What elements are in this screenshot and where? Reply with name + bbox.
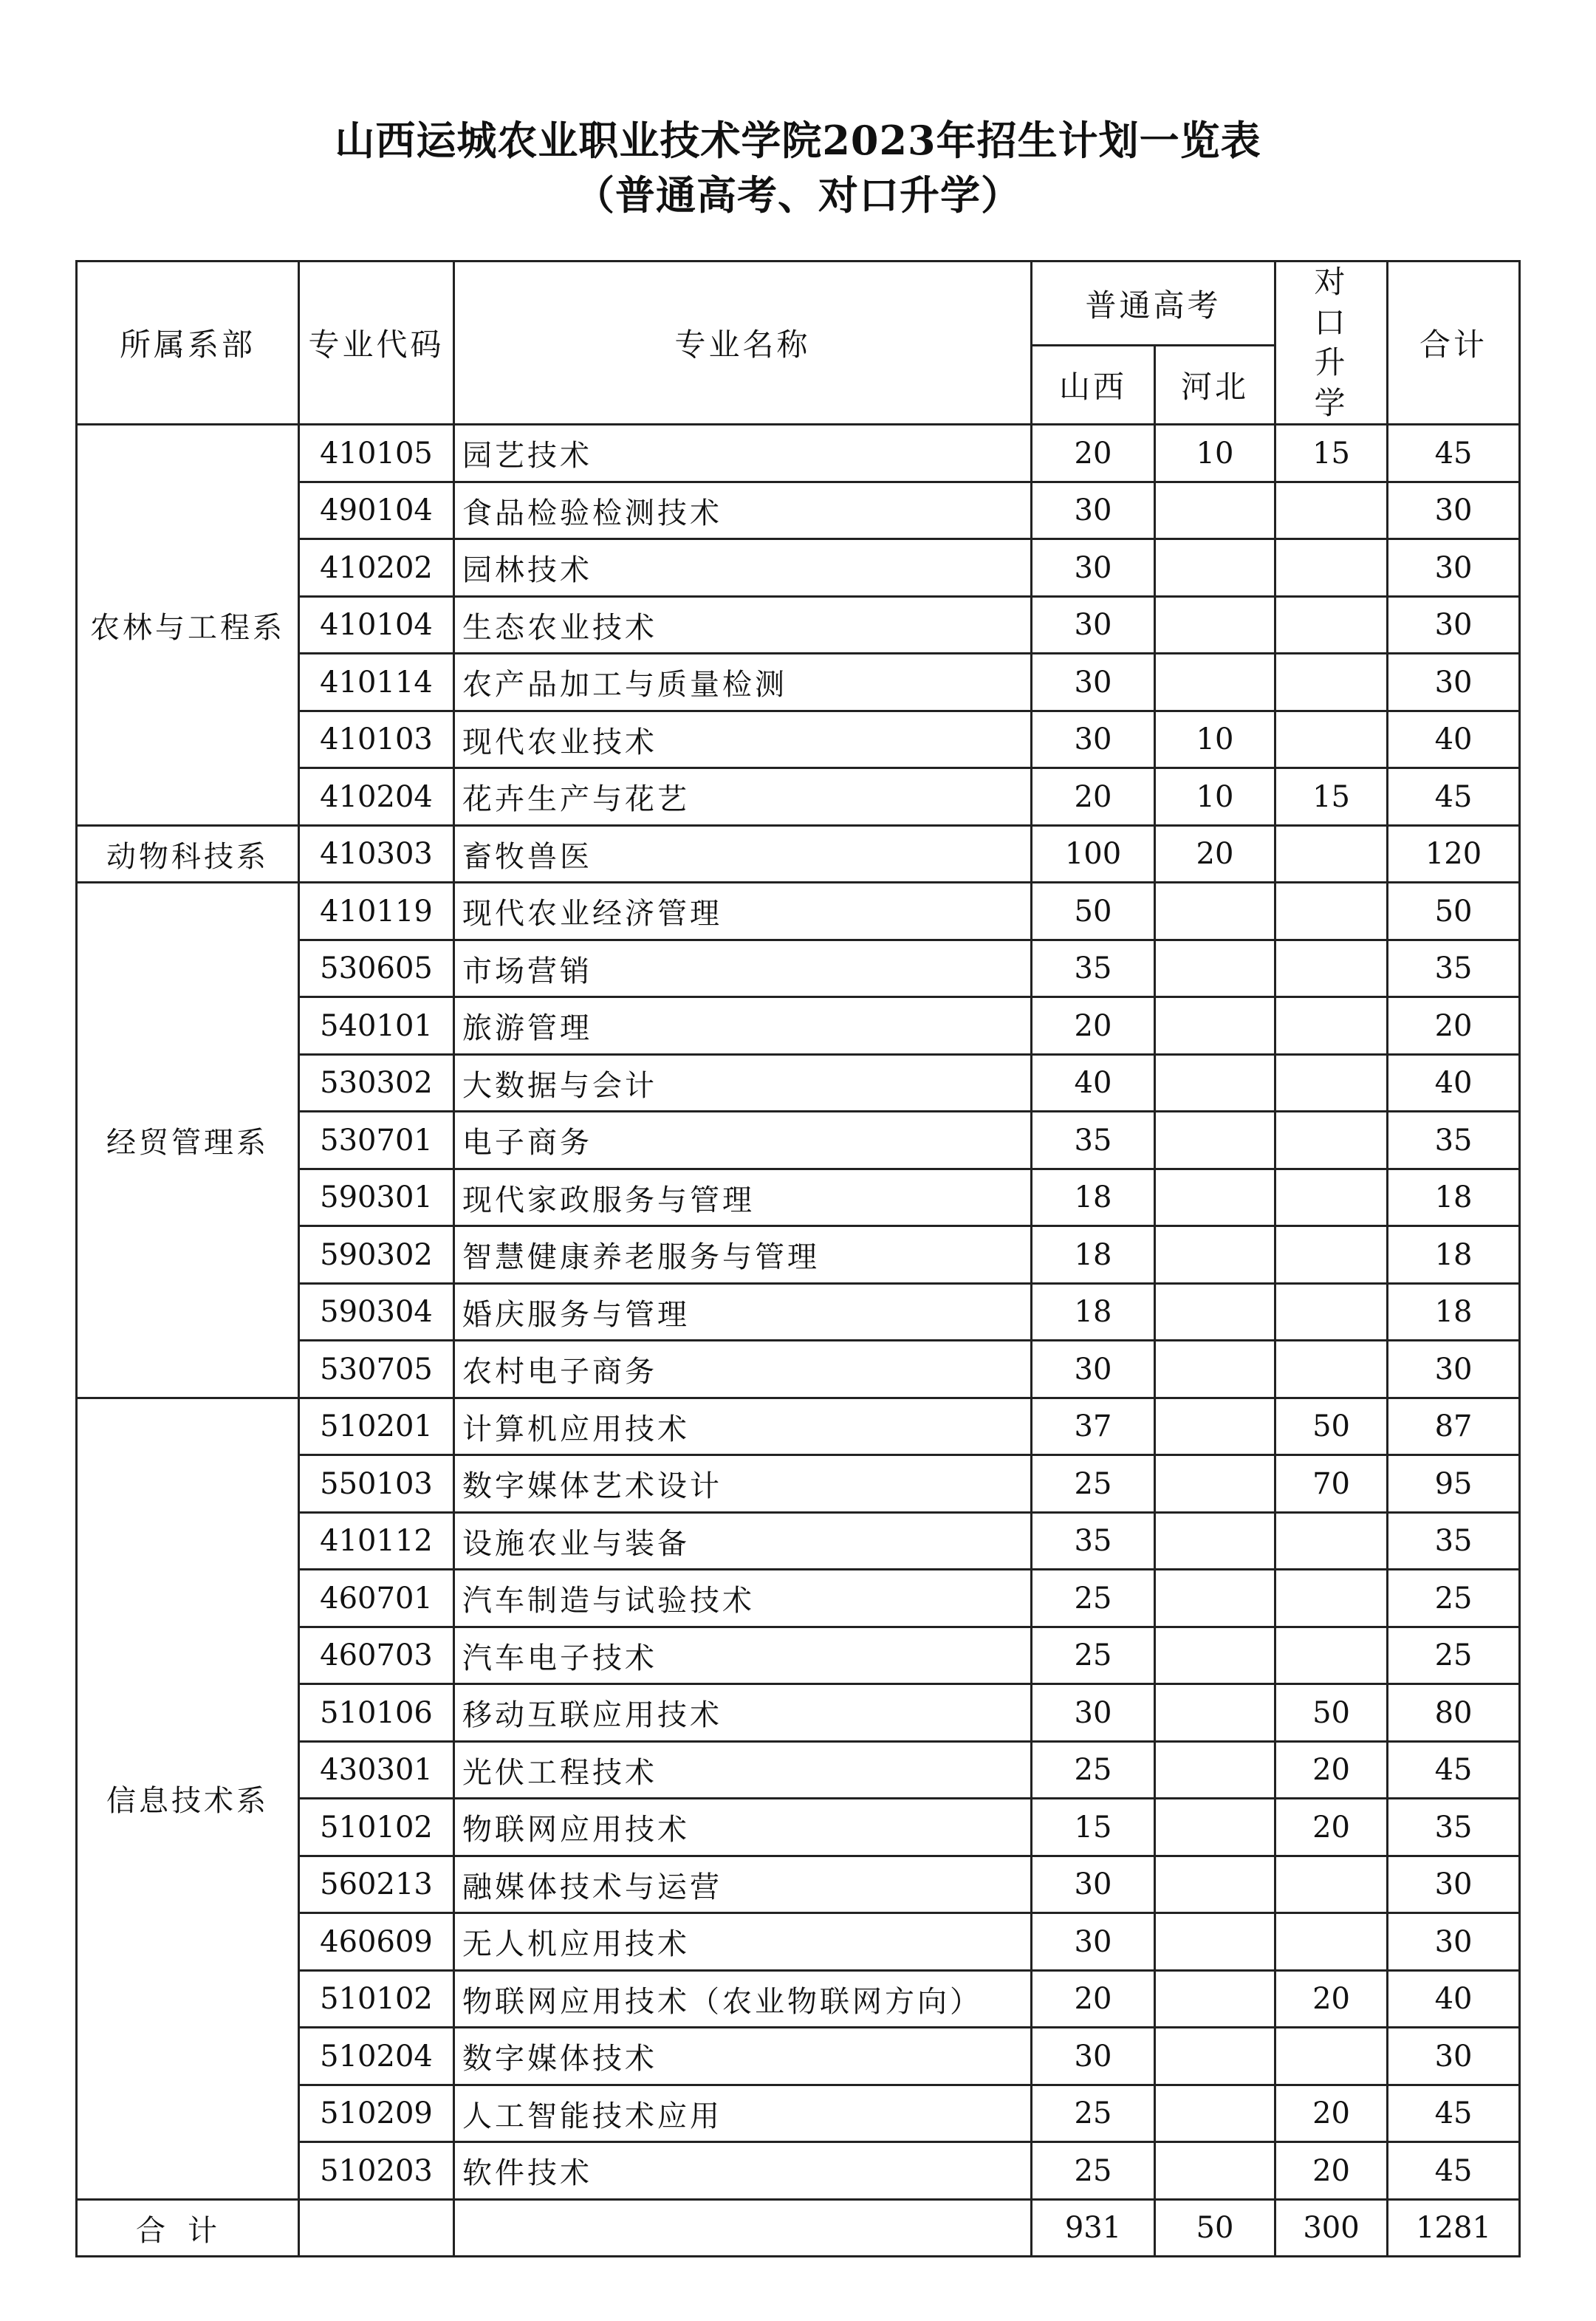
- major-cell: 无人机应用技术: [454, 1913, 1032, 1971]
- duikou-cell: 20: [1275, 1741, 1388, 1799]
- duikou-cell: [1275, 825, 1388, 883]
- major-cell: 现代农业技术: [454, 711, 1032, 768]
- duikou-cell: [1275, 940, 1388, 997]
- total-cell: 45: [1388, 425, 1520, 482]
- code-cell: 510204: [299, 2028, 454, 2085]
- hebei-cell: [1155, 1341, 1275, 1398]
- shanxi-cell: 30: [1032, 1856, 1155, 1913]
- code-cell: 530605: [299, 940, 454, 997]
- total-cell: 18: [1388, 1169, 1520, 1226]
- total-cell: 35: [1388, 1512, 1520, 1570]
- code-cell: 410303: [299, 825, 454, 883]
- shanxi-cell: 25: [1032, 1455, 1155, 1513]
- major-cell: 畜牧兽医: [454, 825, 1032, 883]
- totals-shanxi: 931: [1032, 2199, 1155, 2257]
- duikou-cell: [1275, 883, 1388, 940]
- page-title: 山西运城农业职业技术学院2023年招生计划一览表: [335, 117, 1261, 164]
- shanxi-cell: 25: [1032, 2085, 1155, 2142]
- major-cell: 汽车电子技术: [454, 1627, 1032, 1684]
- total-cell: 40: [1388, 711, 1520, 768]
- department-cell: 农林与工程系: [77, 425, 299, 826]
- shanxi-cell: 18: [1032, 1226, 1155, 1284]
- code-cell: 550103: [299, 1455, 454, 1513]
- major-cell: 计算机应用技术: [454, 1398, 1032, 1455]
- hebei-cell: [1155, 1455, 1275, 1513]
- table-header: [77, 262, 1520, 425]
- major-cell: 软件技术: [454, 2142, 1032, 2200]
- hebei-cell: [1155, 1512, 1275, 1570]
- header-hebei: 河北: [1155, 346, 1275, 425]
- hebei-cell: [1155, 539, 1275, 597]
- code-cell: 510106: [299, 1684, 454, 1742]
- total-cell: 50: [1388, 883, 1520, 940]
- table-row: [77, 825, 1520, 883]
- duikou-cell: [1275, 539, 1388, 597]
- total-cell: 35: [1388, 1112, 1520, 1169]
- hebei-cell: [1155, 883, 1275, 940]
- totals-label: 合计: [77, 2199, 299, 2257]
- duikou-cell: 20: [1275, 2085, 1388, 2142]
- major-cell: 市场营销: [454, 940, 1032, 997]
- total-cell: 25: [1388, 1627, 1520, 1684]
- major-cell: 现代家政服务与管理: [454, 1169, 1032, 1226]
- code-cell: 410112: [299, 1512, 454, 1570]
- major-cell: 现代农业经济管理: [454, 883, 1032, 940]
- hebei-cell: 10: [1155, 711, 1275, 768]
- hebei-cell: [1155, 482, 1275, 539]
- code-cell: 530701: [299, 1112, 454, 1169]
- code-cell: 510203: [299, 2142, 454, 2200]
- hebei-cell: [1155, 1856, 1275, 1913]
- total-cell: 45: [1388, 2085, 1520, 2142]
- total-cell: 30: [1388, 2028, 1520, 2085]
- shanxi-cell: 35: [1032, 940, 1155, 997]
- shanxi-cell: 20: [1032, 997, 1155, 1055]
- total-cell: 30: [1388, 654, 1520, 711]
- major-cell: 婚庆服务与管理: [454, 1283, 1032, 1341]
- duikou-cell: 15: [1275, 768, 1388, 826]
- major-cell: 食品检验检测技术: [454, 482, 1032, 539]
- shanxi-cell: 40: [1032, 1054, 1155, 1112]
- total-cell: 30: [1388, 1856, 1520, 1913]
- code-cell: 510209: [299, 2085, 454, 2142]
- major-cell: 光伏工程技术: [454, 1741, 1032, 1799]
- hebei-cell: [1155, 1913, 1275, 1971]
- department-cell: 动物科技系: [77, 825, 299, 883]
- shanxi-cell: 30: [1032, 1341, 1155, 1398]
- total-cell: 45: [1388, 768, 1520, 826]
- shanxi-cell: 25: [1032, 1627, 1155, 1684]
- code-cell: 410105: [299, 425, 454, 482]
- major-cell: 物联网应用技术（农业物联网方向）: [454, 1970, 1032, 2028]
- shanxi-cell: 37: [1032, 1398, 1155, 1455]
- totals-total: 1281: [1388, 2199, 1520, 2257]
- code-cell: 510102: [299, 1799, 454, 1856]
- header-total: 合计: [1388, 262, 1520, 425]
- duikou-cell: [1275, 1627, 1388, 1684]
- duikou-cell: [1275, 1169, 1388, 1226]
- major-cell: 花卉生产与花艺: [454, 768, 1032, 826]
- shanxi-cell: 25: [1032, 1570, 1155, 1627]
- total-cell: 35: [1388, 940, 1520, 997]
- code-cell: 410204: [299, 768, 454, 826]
- totals-row: [77, 2199, 1520, 2257]
- code-cell: 430301: [299, 1741, 454, 1799]
- major-cell: 农产品加工与质量检测: [454, 654, 1032, 711]
- major-cell: 园艺技术: [454, 425, 1032, 482]
- shanxi-cell: 30: [1032, 654, 1155, 711]
- code-cell: 410103: [299, 711, 454, 768]
- major-cell: 移动互联应用技术: [454, 1684, 1032, 1742]
- table-row: [77, 425, 1520, 482]
- page-subtitle: （普通高考、对口升学）: [575, 171, 1021, 219]
- header-department: 所属系部: [77, 262, 299, 425]
- shanxi-cell: 30: [1032, 539, 1155, 597]
- hebei-cell: [1155, 1570, 1275, 1627]
- hebei-cell: 10: [1155, 768, 1275, 826]
- duikou-cell: [1275, 1341, 1388, 1398]
- major-cell: 电子商务: [454, 1112, 1032, 1169]
- total-cell: 30: [1388, 482, 1520, 539]
- hebei-cell: [1155, 1054, 1275, 1112]
- hebei-cell: [1155, 1970, 1275, 2028]
- shanxi-cell: 30: [1032, 1684, 1155, 1742]
- totals-duikou: 300: [1275, 2199, 1388, 2257]
- major-cell: 大数据与会计: [454, 1054, 1032, 1112]
- duikou-cell: 20: [1275, 1970, 1388, 2028]
- duikou-cell: [1275, 1913, 1388, 1971]
- hebei-cell: [1155, 1283, 1275, 1341]
- code-cell: 530705: [299, 1341, 454, 1398]
- hebei-cell: [1155, 1112, 1275, 1169]
- header-duikou: 对口升学: [1275, 262, 1388, 425]
- total-cell: 18: [1388, 1283, 1520, 1341]
- shanxi-cell: 100: [1032, 825, 1155, 883]
- duikou-cell: 20: [1275, 2142, 1388, 2200]
- hebei-cell: [1155, 1684, 1275, 1742]
- duikou-cell: [1275, 997, 1388, 1055]
- shanxi-cell: 50: [1032, 883, 1155, 940]
- total-cell: 25: [1388, 1570, 1520, 1627]
- hebei-cell: [1155, 2142, 1275, 2200]
- hebei-cell: 10: [1155, 425, 1275, 482]
- hebei-cell: 20: [1155, 825, 1275, 883]
- shanxi-cell: 18: [1032, 1169, 1155, 1226]
- shanxi-cell: 35: [1032, 1112, 1155, 1169]
- header-shanxi: 山西: [1032, 346, 1155, 425]
- code-cell: 540101: [299, 997, 454, 1055]
- shanxi-cell: 30: [1032, 1913, 1155, 1971]
- code-cell: 590302: [299, 1226, 454, 1284]
- duikou-cell: [1275, 1570, 1388, 1627]
- total-cell: 45: [1388, 2142, 1520, 2200]
- header-code: 专业代码: [299, 262, 454, 425]
- hebei-cell: [1155, 1226, 1275, 1284]
- major-cell: 旅游管理: [454, 997, 1032, 1055]
- duikou-cell: [1275, 596, 1388, 654]
- code-cell: 590301: [299, 1169, 454, 1226]
- hebei-cell: [1155, 654, 1275, 711]
- shanxi-cell: 35: [1032, 1512, 1155, 1570]
- duikou-cell: [1275, 482, 1388, 539]
- code-cell: 510102: [299, 1970, 454, 2028]
- hebei-cell: [1155, 596, 1275, 654]
- major-cell: 融媒体技术与运营: [454, 1856, 1032, 1913]
- code-cell: 410119: [299, 883, 454, 940]
- department-cell: 经贸管理系: [77, 883, 299, 1398]
- duikou-cell: [1275, 1283, 1388, 1341]
- shanxi-cell: 20: [1032, 1970, 1155, 2028]
- shanxi-cell: 25: [1032, 2142, 1155, 2200]
- total-cell: 40: [1388, 1970, 1520, 2028]
- duikou-cell: [1275, 711, 1388, 768]
- major-cell: 生态农业技术: [454, 596, 1032, 654]
- code-cell: 410114: [299, 654, 454, 711]
- hebei-cell: [1155, 940, 1275, 997]
- major-cell: 数字媒体技术: [454, 2028, 1032, 2085]
- duikou-cell: 15: [1275, 425, 1388, 482]
- total-cell: 35: [1388, 1799, 1520, 1856]
- code-cell: 410104: [299, 596, 454, 654]
- hebei-cell: [1155, 1398, 1275, 1455]
- code-cell: 490104: [299, 482, 454, 539]
- major-cell: 设施农业与装备: [454, 1512, 1032, 1570]
- shanxi-cell: 15: [1032, 1799, 1155, 1856]
- total-cell: 40: [1388, 1054, 1520, 1112]
- duikou-cell: [1275, 1054, 1388, 1112]
- total-cell: 20: [1388, 997, 1520, 1055]
- table-row: [77, 1398, 1520, 1455]
- major-cell: 智慧健康养老服务与管理: [454, 1226, 1032, 1284]
- code-cell: 530302: [299, 1054, 454, 1112]
- total-cell: 45: [1388, 1741, 1520, 1799]
- duikou-cell: [1275, 1112, 1388, 1169]
- shanxi-cell: 30: [1032, 482, 1155, 539]
- major-cell: 人工智能技术应用: [454, 2085, 1032, 2142]
- code-cell: 560213: [299, 1856, 454, 1913]
- total-cell: 80: [1388, 1684, 1520, 1742]
- major-cell: 物联网应用技术: [454, 1799, 1032, 1856]
- duikou-cell: [1275, 1512, 1388, 1570]
- total-cell: 120: [1388, 825, 1520, 883]
- code-cell: 590304: [299, 1283, 454, 1341]
- shanxi-cell: 20: [1032, 425, 1155, 482]
- enrollment-table: [75, 260, 1521, 2257]
- shanxi-cell: 30: [1032, 2028, 1155, 2085]
- total-cell: 30: [1388, 1341, 1520, 1398]
- department-cell: 信息技术系: [77, 1398, 299, 2199]
- shanxi-cell: 18: [1032, 1283, 1155, 1341]
- hebei-cell: [1155, 1799, 1275, 1856]
- major-cell: 农村电子商务: [454, 1341, 1032, 1398]
- duikou-cell: [1275, 1226, 1388, 1284]
- major-cell: 数字媒体艺术设计: [454, 1455, 1032, 1513]
- header-major: 专业名称: [454, 262, 1032, 425]
- code-cell: 510201: [299, 1398, 454, 1455]
- total-cell: 87: [1388, 1398, 1520, 1455]
- duikou-cell: 20: [1275, 1799, 1388, 1856]
- shanxi-cell: 30: [1032, 596, 1155, 654]
- shanxi-cell: 25: [1032, 1741, 1155, 1799]
- total-cell: 30: [1388, 596, 1520, 654]
- hebei-cell: [1155, 1627, 1275, 1684]
- header-regular-exam: 普通高考: [1032, 262, 1275, 346]
- major-cell: 园林技术: [454, 539, 1032, 597]
- code-cell: 460609: [299, 1913, 454, 1971]
- duikou-cell: [1275, 1856, 1388, 1913]
- shanxi-cell: 30: [1032, 711, 1155, 768]
- code-cell: 410202: [299, 539, 454, 597]
- total-cell: 30: [1388, 539, 1520, 597]
- hebei-cell: [1155, 2028, 1275, 2085]
- hebei-cell: [1155, 2085, 1275, 2142]
- table-body: [77, 425, 1520, 2257]
- code-cell: 460703: [299, 1627, 454, 1684]
- duikou-cell: 50: [1275, 1398, 1388, 1455]
- hebei-cell: [1155, 1169, 1275, 1226]
- duikou-cell: [1275, 654, 1388, 711]
- major-cell: 汽车制造与试验技术: [454, 1570, 1032, 1627]
- table-row: [77, 883, 1520, 940]
- duikou-cell: 70: [1275, 1455, 1388, 1513]
- totals-code-empty: [299, 2199, 454, 2257]
- total-cell: 18: [1388, 1226, 1520, 1284]
- total-cell: 30: [1388, 1913, 1520, 1971]
- shanxi-cell: 20: [1032, 768, 1155, 826]
- duikou-cell: [1275, 2028, 1388, 2085]
- total-cell: 95: [1388, 1455, 1520, 1513]
- code-cell: 460701: [299, 1570, 454, 1627]
- hebei-cell: [1155, 997, 1275, 1055]
- totals-hebei: 50: [1155, 2199, 1275, 2257]
- hebei-cell: [1155, 1741, 1275, 1799]
- duikou-cell: 50: [1275, 1684, 1388, 1742]
- totals-major-empty: [454, 2199, 1032, 2257]
